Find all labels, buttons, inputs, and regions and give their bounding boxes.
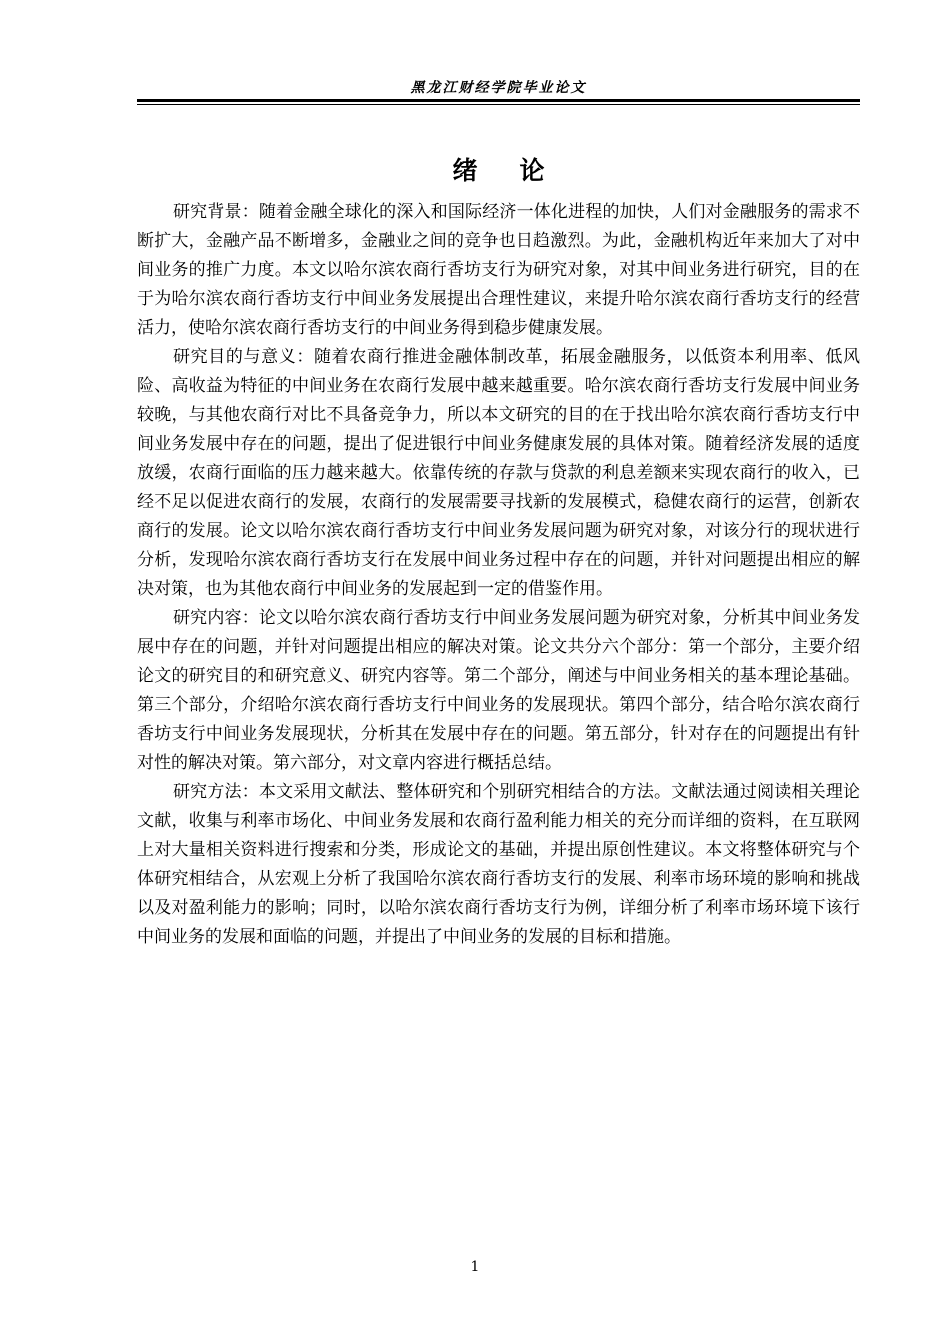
header-rule-thin <box>137 104 860 105</box>
header-rule-thick <box>137 99 860 102</box>
paragraph-research-method: 研究方法：本文采用文献法、整体研究和个别研究相结合的方法。文献法通过阅读相关理论文献，收集与利率市场化、中间业务发展和农商行盈利能力相关的充分而详细的资料，在互联网上对大量相关资料进行搜索和分类，形成论文的基础，并提出原创性建议。本文将整体研究与个体研究相结合，从宏观上分析了我国哈尔滨农商行香坊支行的发展、利率市场环境的影响和挑战以及对盈利能力的影响；同时，以哈尔滨农商行香坊支行为例，详细分析了利率市场环境下该行中间业务的发展和面临的问题，并提出了中间业务的发展的目标和措施。 <box>137 782 860 947</box>
page-number: 1 <box>470 1259 480 1275</box>
paragraph-research-background: 研究背景：随着金融全球化的深入和国际经济一体化进程的加快，人们对金融服务的需求不断扩大，金融产品不断增多，金融业之间的竞争也日趋激烈。为此，金融机构近年来加大了对中间业务的推广力度。本文以哈尔滨农商行香坊支行为研究对象，对其中间业务进行研究，目的在于为哈尔滨农商行香坊支行中间业务发展提出合理性建议，来提升哈尔滨农商行香坊支行的经营活力，使哈尔滨农商行香坊支行的中间业务得到稳步健康发展。 <box>137 202 860 338</box>
page-header <box>137 78 860 106</box>
paragraph-research-purpose: 研究目的与意义：随着农商行推进金融体制改革，拓展金融服务，以低资本利用率、低风险、高收益为特征的中间业务在农商行发展中越来越重要。哈尔滨农商行香坊支行发展中间业务较晚，与其他农商行对比不具备竞争力，所以本文研究的目的在于找出哈尔滨农商行香坊支行中间业务发展中存在的问题，提出了促进银行中间业务健康发展的具体对策。随着经济发展的适度放缓，农商行面临的压力越来越大。依靠传统的存款与贷款的利息差额来实现农商行的收入，已经不足以促进农商行的发展，农商行的发展需要寻找新的发展模式，稳健农商行的运营，创新农商行的发展。论文以哈尔滨农商行香坊支行中间业务发展问题为研究对象，对该分行的现状进行分析，发现哈尔滨农商行香坊支行在发展中间业务过程中存在的问题，并针对问题提出相应的解决对策，也为其他农商行中间业务的发展起到一定的借鉴作用。 <box>137 347 860 599</box>
body-text <box>137 198 860 952</box>
chapter-title: 绪论 <box>452 156 587 185</box>
paragraph-research-content: 研究内容：论文以哈尔滨农商行香坊支行中间业务发展问题为研究对象，分析其中间业务发展中存在的问题，并针对问题提出相应的解决对策。论文共分六个部分：第一个部分，主要介绍论文的研究目的和研究意义、研究内容等。第二个部分，阐述与中间业务相关的基本理论基础。第三个部分，介绍哈尔滨农商行香坊支行中间业务的发展现状。第四个部分，结合哈尔滨农商行香坊支行中间业务发展现状，分析其在发展中存在的问题。第五部分，针对存在的问题提出有针对性的解决对策。第六部分，对文章内容进行概括总结。 <box>137 608 860 773</box>
header-title: 黑龙江财经学院毕业论文 <box>410 80 587 96</box>
